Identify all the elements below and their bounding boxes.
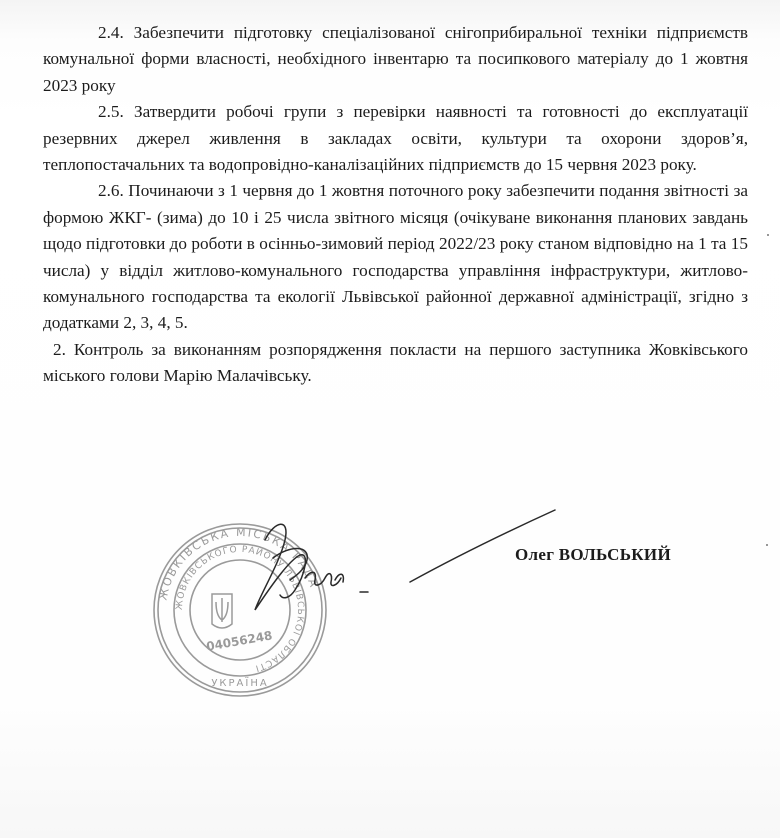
signatory-name: Олег ВОЛЬСЬКИЙ — [515, 545, 671, 564]
paragraph-2-4: 2.4. Забезпечити підготовку спеціалізованої снігоприбиральної техніки підприємств комунальної форми власності, необхідного інвентарю та посипкового матеріалу до 1 жовтня 2023 року — [43, 23, 748, 95]
stamp-outer-text: ЖОВКІВСЬКА МІСЬКА РАДА — [156, 525, 321, 602]
stamp-inner-text: ЖОВКІВСЬКОГО РАЙОНУ ЛЬВІВСЬКОЇ ОБЛАСТІ — [174, 544, 306, 673]
paragraph-2-5: 2.5. Затвердити робочі групи з перевірки наявності та готовності до експлуатації резервних джерел живлення в закладах освіти, культури та охорони здоров’я, теплопостачальних та водопровідно-каналізаційних підприємств до 15 червня 2023 року. — [43, 102, 748, 175]
stamp-code: 04056248 — [205, 628, 274, 654]
scan-speck — [766, 544, 768, 546]
stamp-country: УКРАЇНА — [211, 678, 269, 689]
scan-speck — [767, 234, 769, 236]
document-body — [43, 20, 748, 390]
trident-emblem-icon — [212, 594, 232, 628]
paragraph-2-control: 2. Контроль за виконанням розпорядження покласти на першого заступника Жовківського міського голови Марію Малачівську. — [43, 339, 748, 386]
paragraph-2-6: 2.6. Починаючи з 1 червня до 1 жовтня поточного року забезпечити подання звітності за формою ЖКГ- (зима) до 10 і 25 числа звітного місяця (очікуване виконання планових завдань щодо підготовки до роботи в осінньо-зимовий період 2022/23 року станом відповідно на 1 та 15 числа) у відділ житлово-комунального господарства управління інфраструктури, житлово-комунального господарства та екології Львівської районної державної адміністрації, згідно з додатками 2, 3, 4, 5. — [43, 181, 748, 333]
